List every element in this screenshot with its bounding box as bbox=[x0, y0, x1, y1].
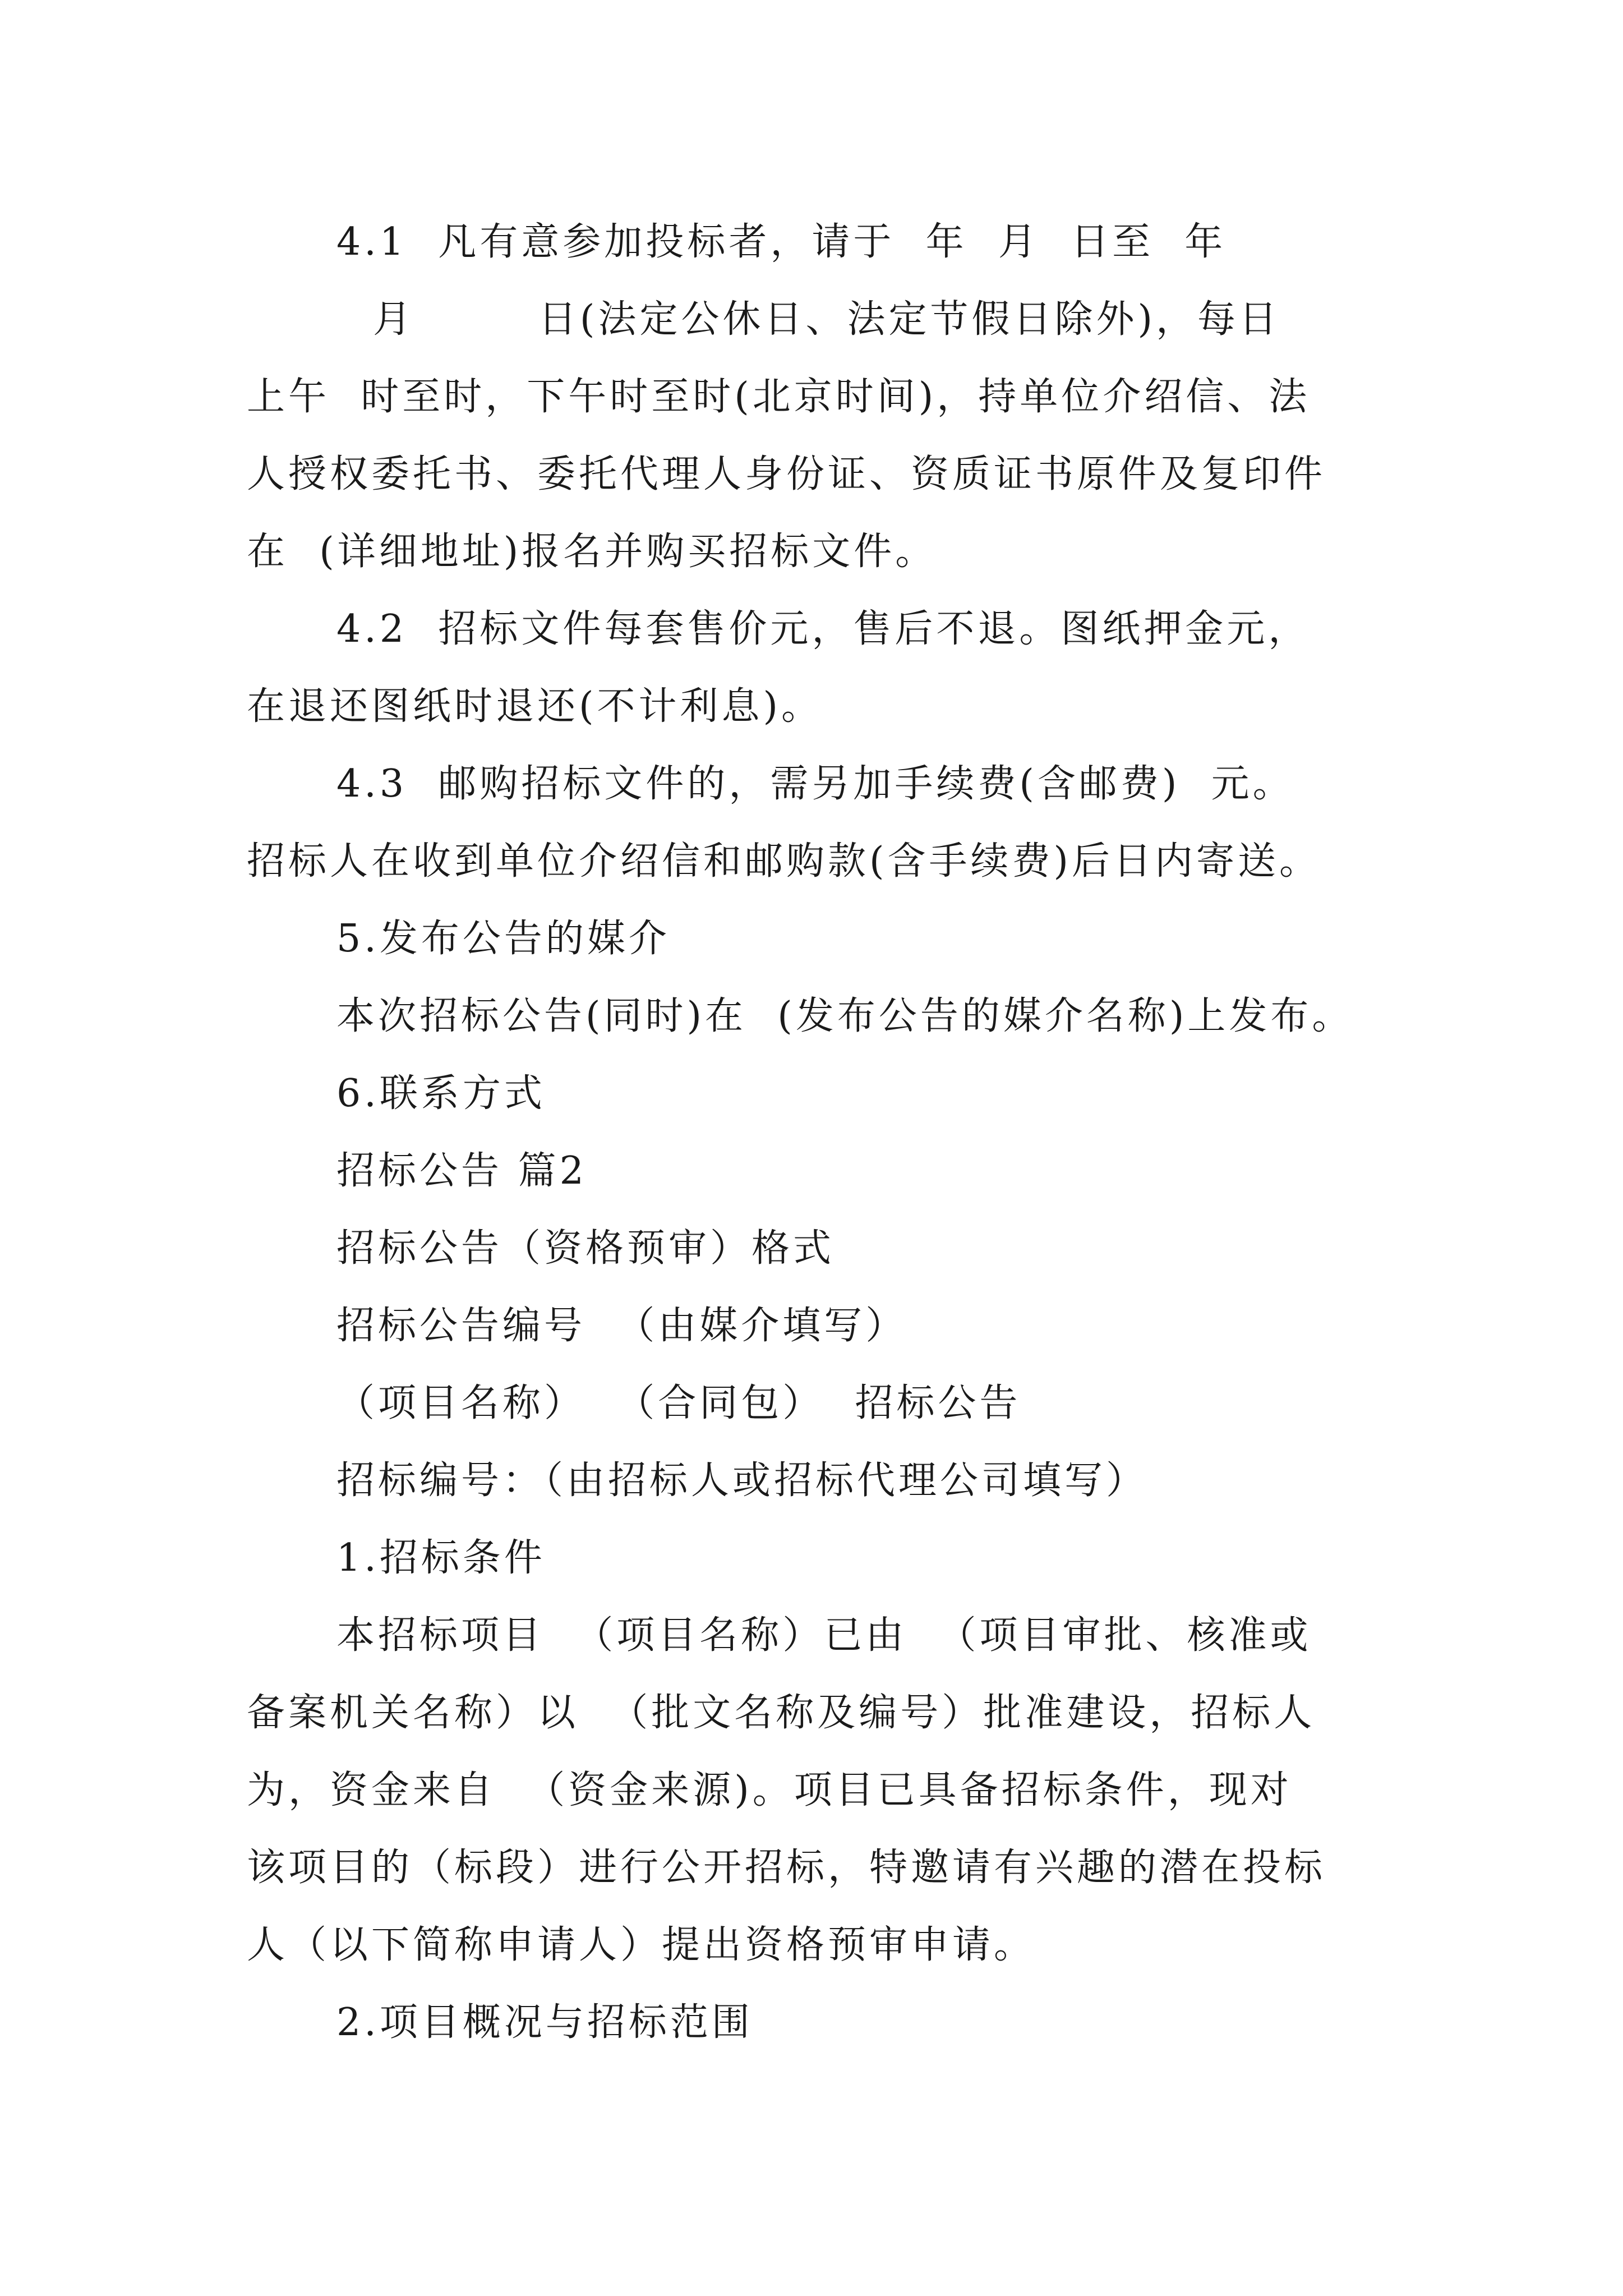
text-line: 月 日(法定公休日、法定节假日除外)，每日 bbox=[373, 297, 1280, 342]
section-heading: 5.发布公告的媒介 bbox=[336, 917, 670, 961]
text-line: 在 (详细地址)报名并购买招标文件。 bbox=[247, 530, 937, 574]
text-line: （项目名称） （合同包） 招标公告 bbox=[336, 1381, 1021, 1425]
text-line: 招标人在收到单位介绍信和邮购款(含手续费)后日内寄送。 bbox=[247, 839, 1321, 884]
text-line: 在退还图纸时退还(不计利息)。 bbox=[247, 684, 823, 729]
section-heading: 1.招标条件 bbox=[336, 1536, 546, 1580]
section-heading: 2.项目概况与招标范围 bbox=[336, 2000, 753, 2045]
text-line: 人（以下简称申请人）提出资格预审申请。 bbox=[247, 1923, 1036, 1967]
text-line: 4.3 邮购招标文件的，需另加手续费(含邮费) 元。 bbox=[336, 762, 1294, 806]
text-line: 该项目的（标段）进行公开招标，特邀请有兴趣的潜在投标 bbox=[247, 1846, 1326, 1890]
text-line: 招标编号：（由招标人或招标代理公司填写） bbox=[336, 1458, 1148, 1503]
text-line: 4.1 凡有意参加投标者，请于 年 月 日至 年 bbox=[336, 220, 1227, 264]
text-line: 为，资金来自 （资金来源)。项目已具备招标条件，现对 bbox=[247, 1768, 1292, 1812]
text-line: 人授权委托书、委托代理人身份证、资质证书原件及复印件 bbox=[247, 452, 1326, 496]
text-line: 招标公告编号 （由媒介填写） bbox=[336, 1304, 907, 1348]
section-heading: 6.联系方式 bbox=[336, 1071, 546, 1116]
text-line: 备案机关名称）以 （批文名称及编号）批准建设，招标人 bbox=[247, 1691, 1316, 1735]
text-line: 4.2 招标文件每套售价元，售后不退。图纸押金元， bbox=[336, 607, 1310, 651]
text-line: 上午 时至时，下午时至时(北京时间)，持单位介绍信、法 bbox=[247, 375, 1311, 419]
text-line: 本次招标公告(同时)在 (发布公告的媒介名称)上发布。 bbox=[336, 994, 1354, 1038]
format-title: 招标公告（资格预审）格式 bbox=[336, 1226, 835, 1271]
text-line: 本招标项目 （项目名称）已由 （项目审批、核准或 bbox=[336, 1613, 1312, 1658]
article-title: 招标公告 篇2 bbox=[336, 1149, 587, 1193]
